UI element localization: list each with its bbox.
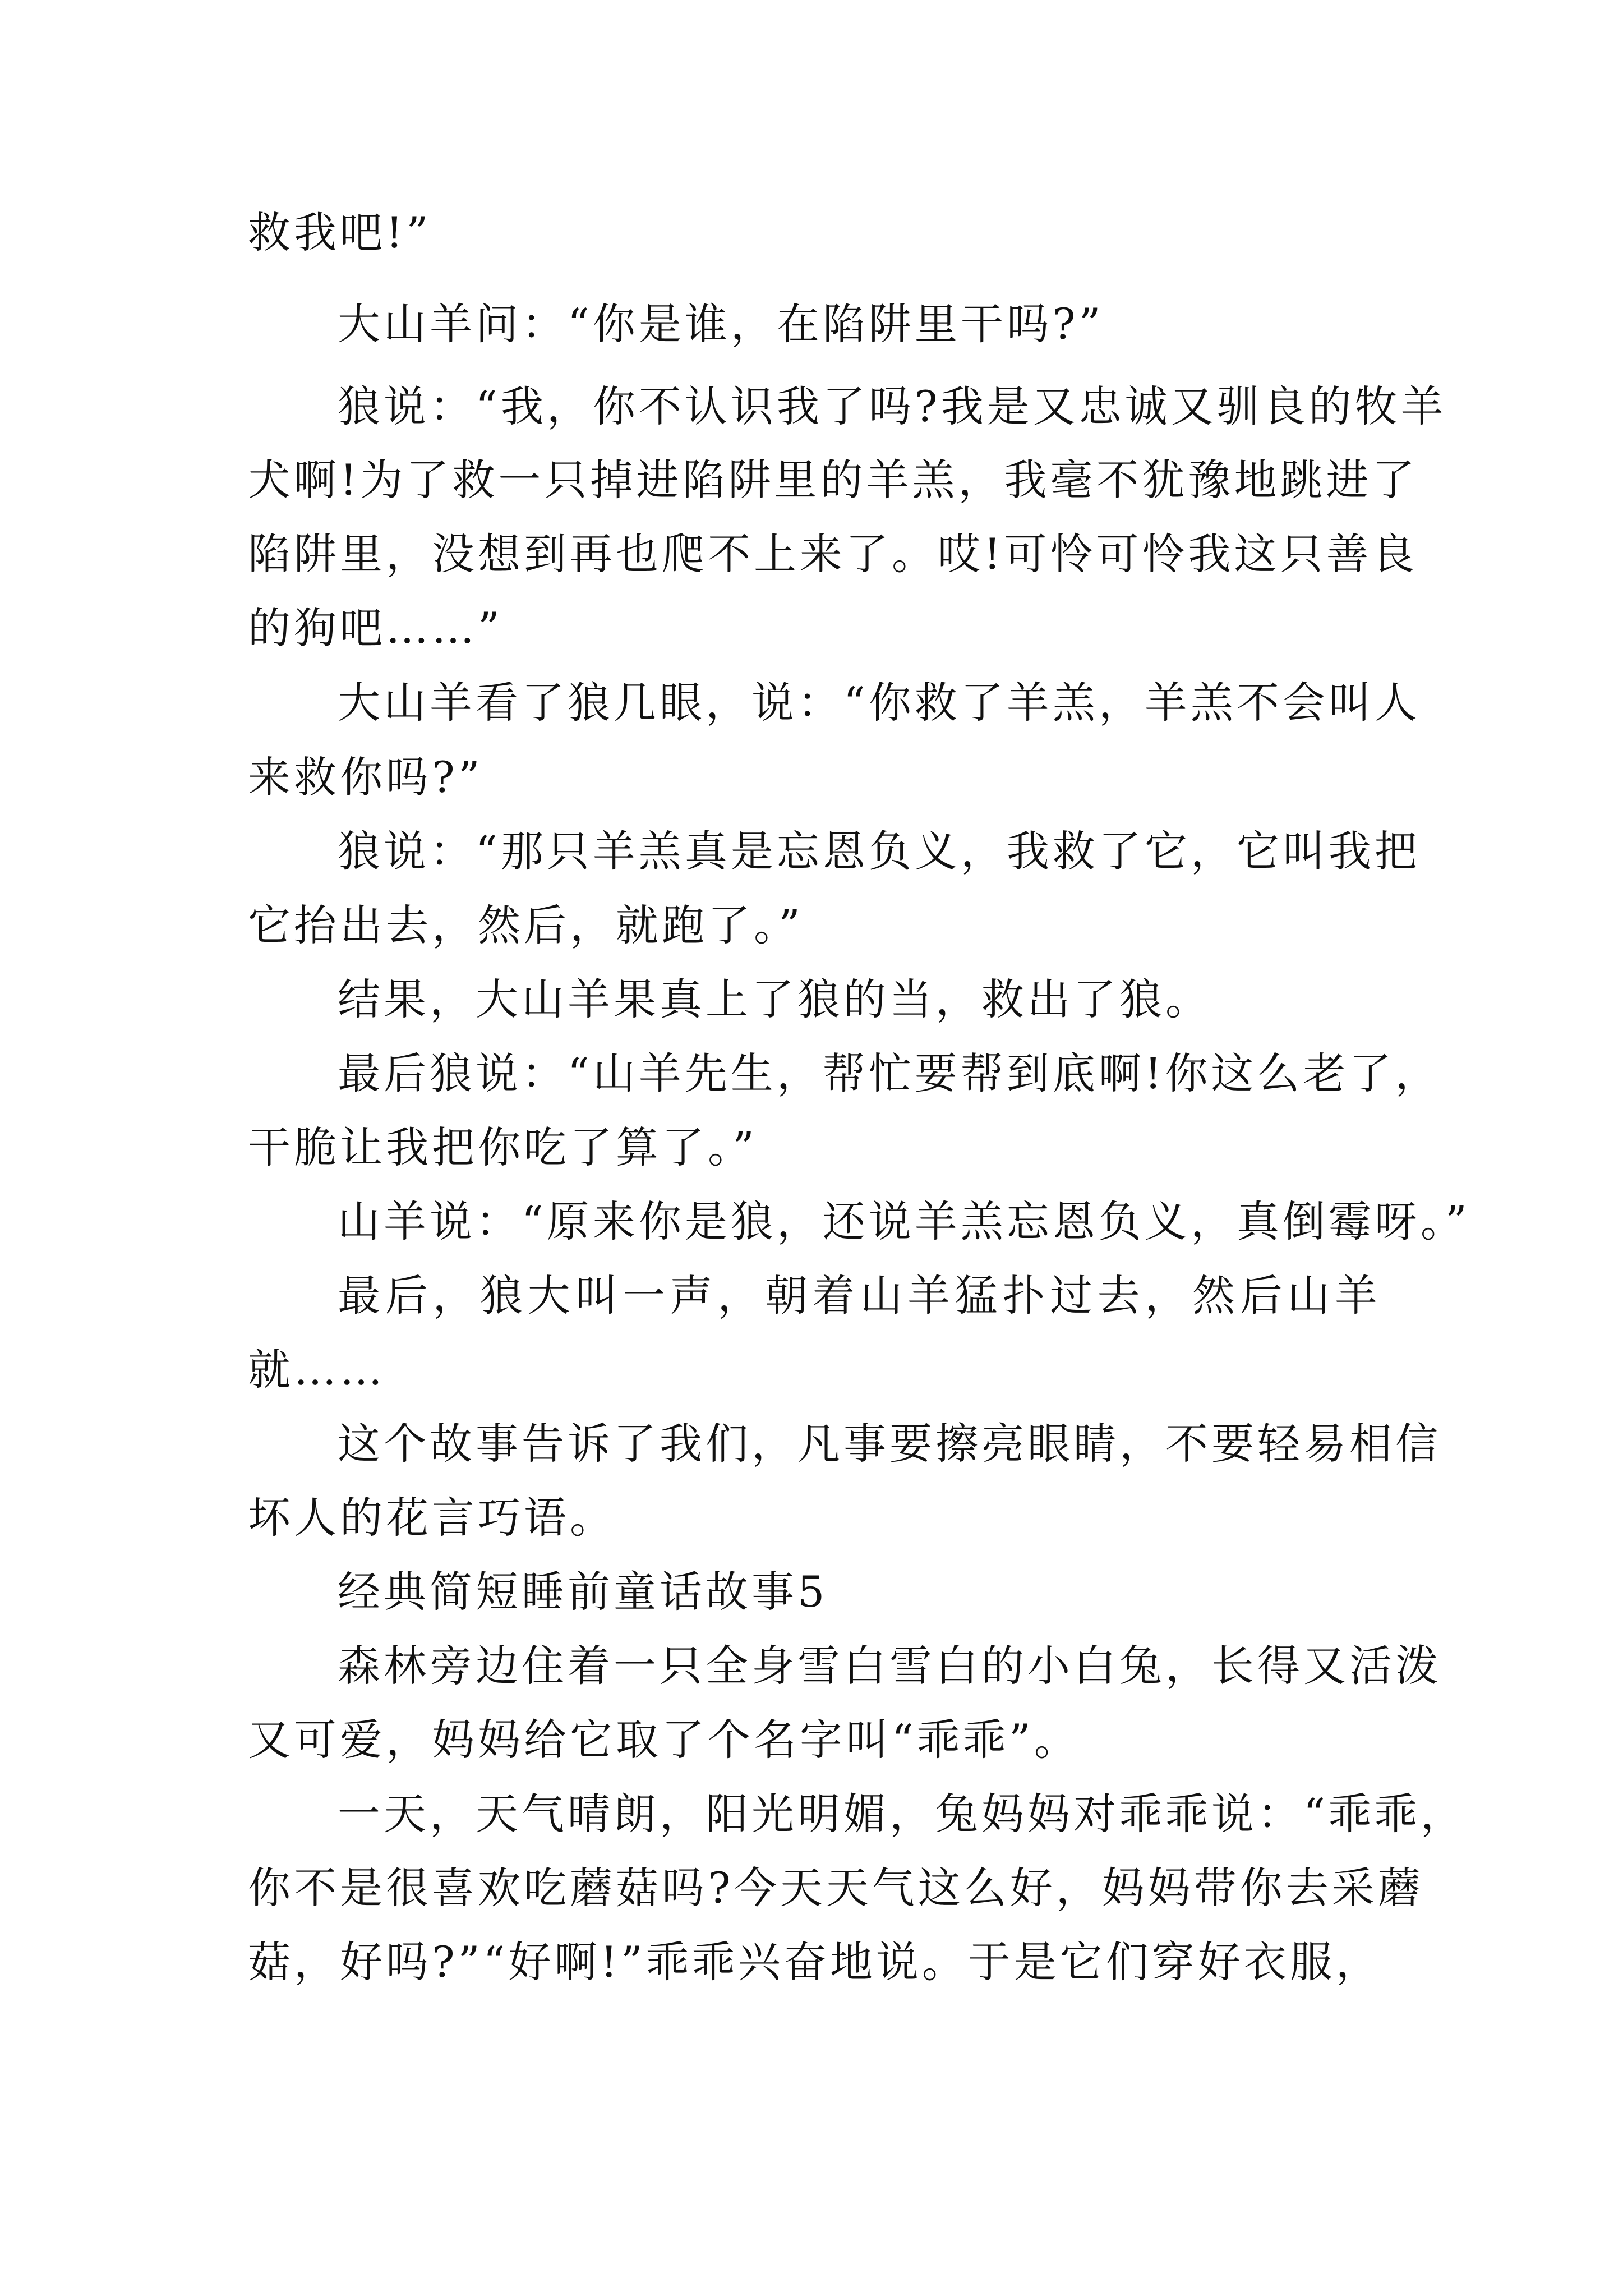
- text-line: 一天，天气晴朗，阳光明媚，兔妈妈对乖乖说：“乖乖，: [338, 1789, 1467, 1839]
- text-line: 山羊说：“原来你是狼，还说羊羔忘恩负义，真倒霉呀。”: [338, 1197, 1470, 1246]
- text-line: 陷阱里，没想到再也爬不上来了。哎!可怜可怜我这只善良: [248, 529, 1418, 579]
- text-line: 它抬出去，然后，就跑了。”: [248, 900, 804, 950]
- text-line: 救我吧!”: [248, 208, 432, 257]
- text-line: 结果，大山羊果真上了狼的当，救出了狼。: [338, 974, 1211, 1024]
- text-line: 狼说：“那只羊羔真是忘恩负义，我救了它，它叫我把: [338, 826, 1421, 876]
- text-line: 菇，好吗?”“好啊!”乖乖兴奋地说。于是它们穿好衣服，: [248, 1937, 1382, 1987]
- text-line: 大山羊问：“你是谁，在陷阱里干吗?”: [338, 299, 1104, 349]
- text-line: 干脆让我把你吃了算了。”: [248, 1122, 758, 1172]
- text-line: 森林旁边住着一只全身雪白雪白的小白兔，长得又活泼: [338, 1641, 1441, 1691]
- text-line: 坏人的花言巧语。: [248, 1493, 616, 1543]
- text-line: 又可爱，妈妈给它取了个名字叫“乖乖”。: [248, 1715, 1080, 1765]
- text-line: 大山羊看了狼几眼，说：“你救了羊羔，羊羔不会叫人: [338, 678, 1421, 728]
- text-line: 最后，狼大叫一声，朝着山羊猛扑过去，然后山羊: [338, 1271, 1381, 1320]
- text-line: 这个故事告诉了我们，凡事要擦亮眼睛，不要轻易相信: [338, 1419, 1441, 1469]
- text-line: 来救你吗?”: [248, 752, 483, 802]
- text-line: 犬啊!为了救一只掉进陷阱里的羊羔，我毫不犹豫地跳进了: [248, 455, 1418, 505]
- text-line: 狼说：“我，你不认识我了吗?我是又忠诚又驯良的牧羊: [338, 381, 1447, 431]
- section-heading: 经典简短睡前童话故事5: [338, 1567, 828, 1617]
- text-line: 你不是很喜欢吃蘑菇吗?今天天气这么好，妈妈带你去采蘑: [248, 1863, 1424, 1913]
- text-line: 最后狼说：“山羊先生，帮忙要帮到底啊!你这么老了，: [338, 1048, 1441, 1098]
- text-line: 就……: [248, 1345, 386, 1395]
- text-line: 的狗吧……”: [248, 603, 503, 653]
